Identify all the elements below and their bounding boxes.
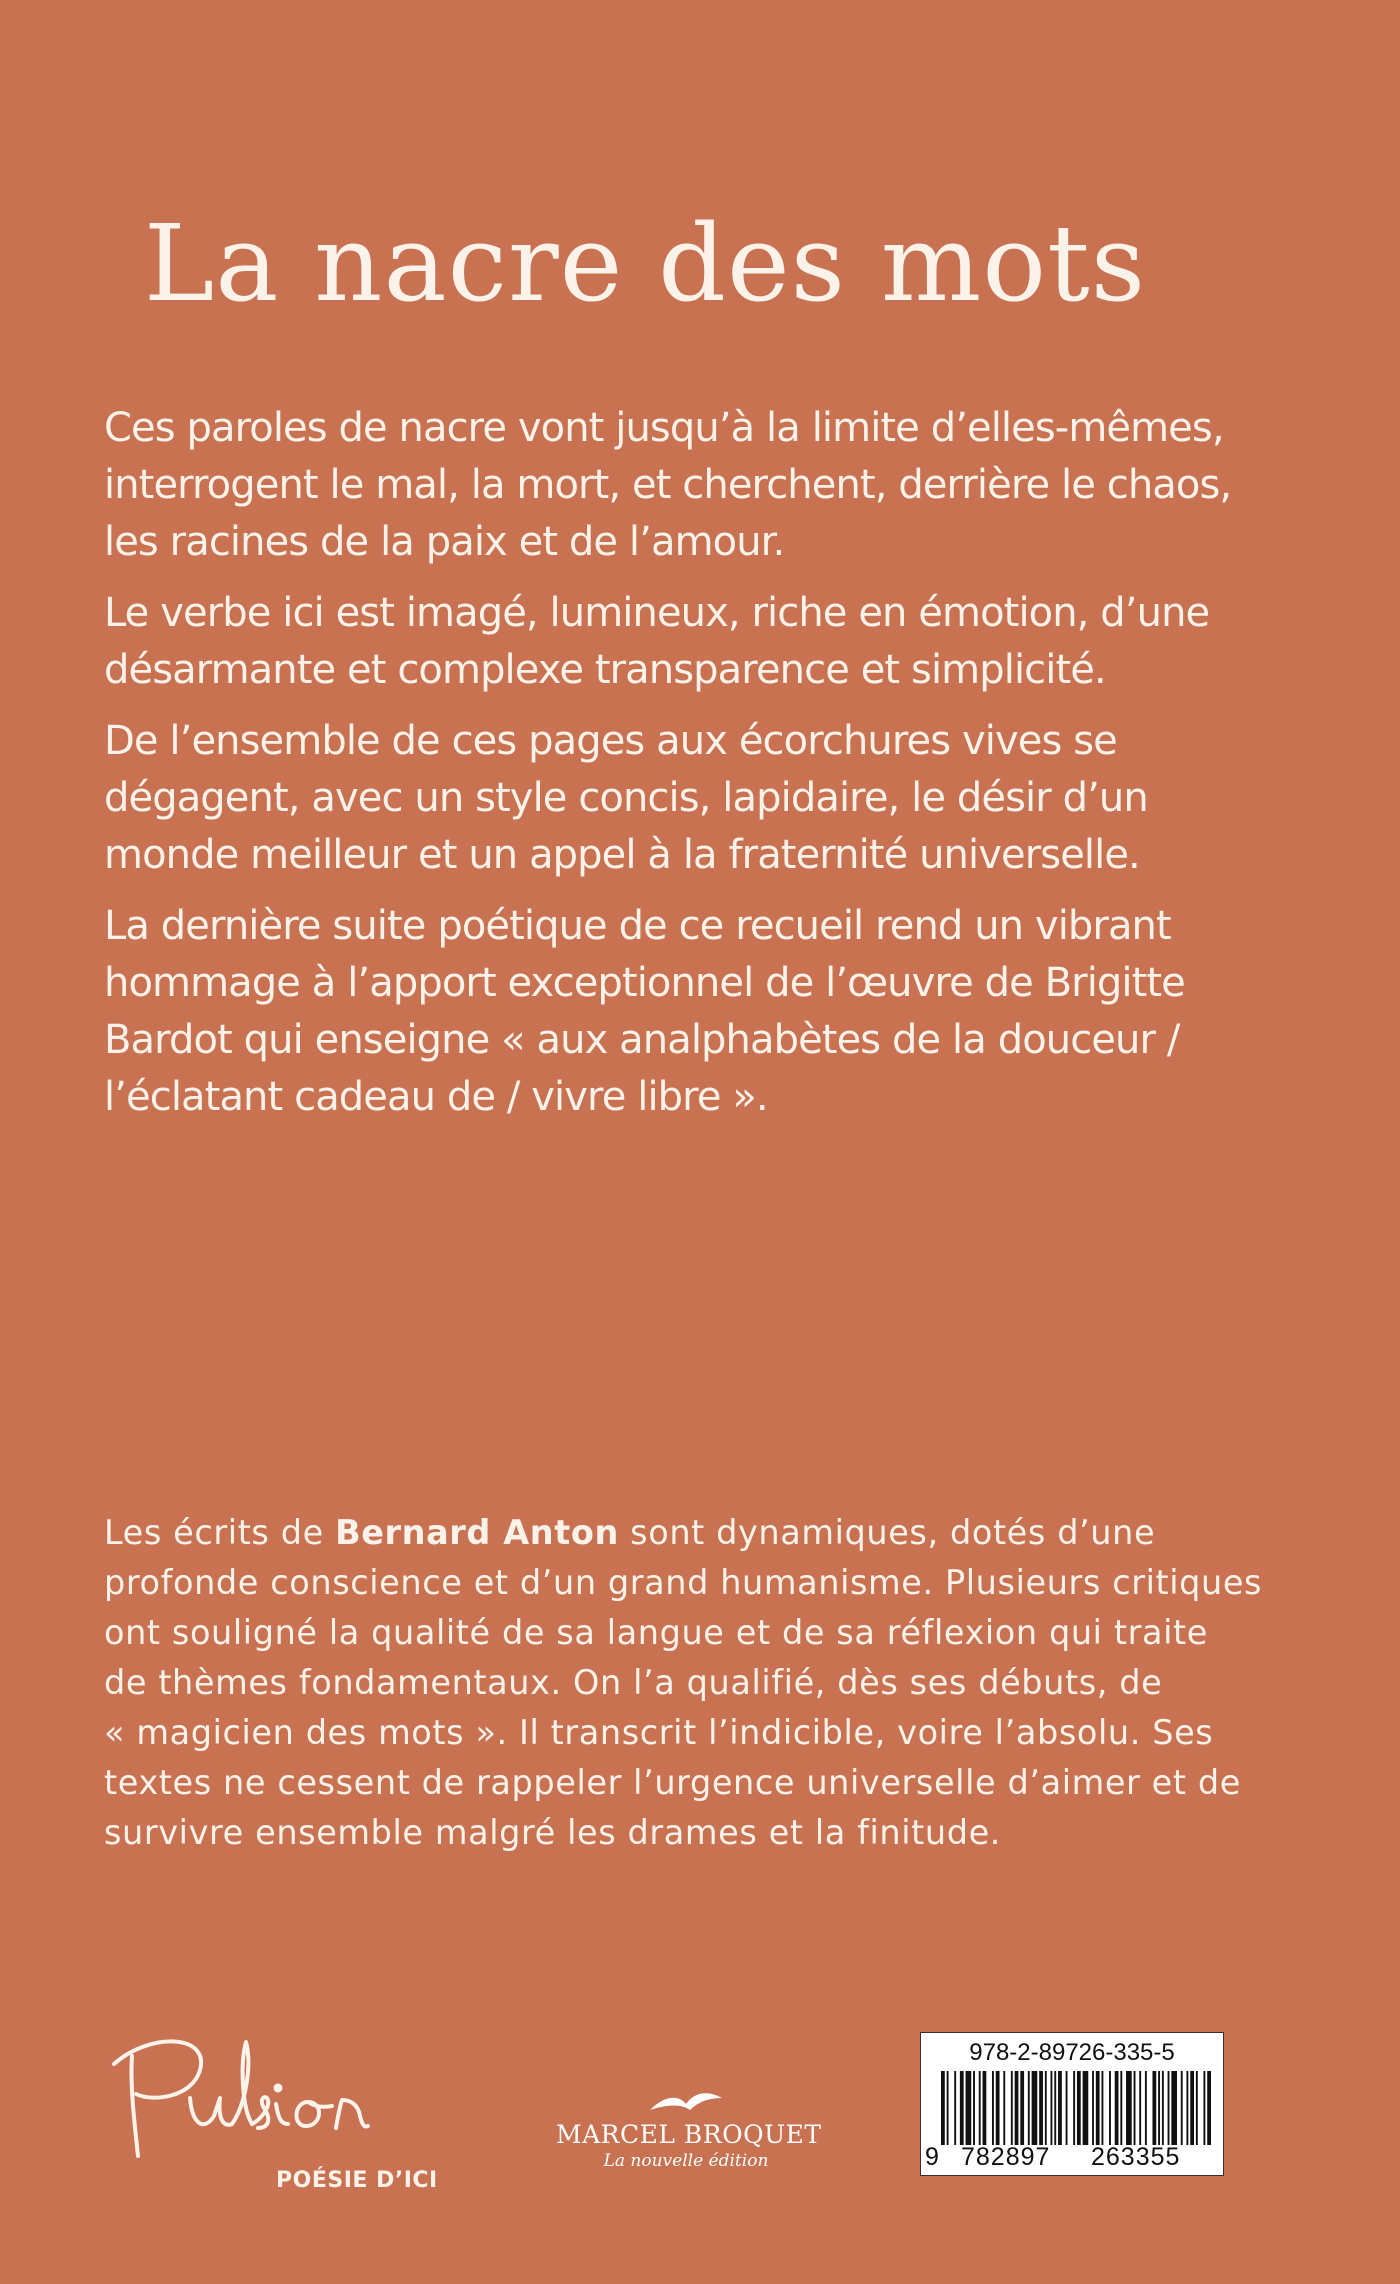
barcode-bar — [966, 2071, 972, 2145]
barcode-bar — [1168, 2071, 1170, 2145]
barcode-bars — [941, 2071, 1211, 2145]
barcode-bar — [947, 2071, 949, 2145]
barcode-bar — [1054, 2071, 1056, 2145]
blurb-paragraph: Ces paroles de nacre vont jusqu’à la limite d’elles-mêmes, interrogent le mal, la mort, et cherchent, derrière le chaos, les racines de la paix et de l’amour. — [104, 405, 1232, 565]
barcode-bar — [1020, 2071, 1024, 2145]
barcode-bar — [1045, 2071, 1047, 2145]
isbn-barcode — [920, 2032, 1224, 2176]
book-title: La nacre des mots — [143, 202, 1147, 325]
isbn-number: 978-2-89726-335-5 — [969, 2039, 1175, 2066]
author-name: Bernard Anton — [335, 1513, 619, 1552]
barcode-bar — [1162, 2071, 1164, 2145]
publisher-logo — [556, 2088, 822, 2188]
barcode-bar — [983, 2071, 987, 2145]
barcode-bar — [1039, 2071, 1043, 2145]
pulsion-script-logo — [100, 2024, 440, 2164]
barcode-bar — [1171, 2071, 1177, 2145]
barcode-bar — [1077, 2071, 1081, 2145]
publisher-name: MARCEL BROQUET — [556, 2120, 822, 2149]
barcode-bar — [941, 2071, 945, 2145]
barcode-bar — [960, 2071, 964, 2145]
barcode-bar — [979, 2071, 981, 2145]
barcode-bar — [1015, 2071, 1019, 2145]
barcode-bar — [954, 2071, 956, 2145]
publisher-tagline: La nouvelle édition — [603, 2151, 769, 2171]
author-bio — [104, 1508, 1304, 1858]
barcode-bar — [1203, 2071, 1205, 2145]
barcode-bar — [1190, 2071, 1194, 2145]
pulsion-logo — [100, 2024, 440, 2224]
barcode-bar — [1186, 2071, 1188, 2145]
barcode-bar — [1011, 2071, 1013, 2145]
barcode-bar — [1092, 2071, 1094, 2145]
isbn-digit-group: 782897 — [961, 2143, 1051, 2171]
barcode-bar — [1101, 2071, 1103, 2145]
barcode-bar — [1073, 2071, 1075, 2145]
barcode-bar — [1109, 2071, 1111, 2145]
isbn-first-digit: 9 — [925, 2143, 940, 2171]
barcode-bar — [1152, 2071, 1156, 2145]
barcode-bar — [1158, 2071, 1160, 2145]
barcode-bar — [1096, 2071, 1100, 2145]
barcode-bar — [1058, 2071, 1062, 2145]
barcode-bar — [992, 2071, 994, 2145]
barcode-bar — [1066, 2071, 1068, 2145]
barcode-bar — [1051, 2071, 1053, 2145]
barcode-bar — [1181, 2071, 1183, 2145]
barcode-bar — [1083, 2071, 1089, 2145]
blurb-paragraph: La dernière suite poétique de ce recueil rend un vibrant hommage à l’apport exceptionnel de l’œuvre de Brigitte Bardot qui enseigne « aux analphabètes de la douceur / l’éclatant cadeau de / vivre libre ». — [104, 903, 1185, 1120]
barcode-bar — [1145, 2071, 1147, 2145]
bio-intro: Les écrits de — [104, 1513, 336, 1552]
isbn-digit-group: 263355 — [1091, 2143, 1181, 2171]
barcode-bar — [1120, 2071, 1122, 2145]
barcode-bar — [1134, 2071, 1136, 2145]
barcode-bar — [1003, 2071, 1005, 2145]
barcode-bar — [1126, 2071, 1132, 2145]
barcode-bar — [1196, 2071, 1198, 2145]
blurb — [104, 400, 1304, 1140]
barcode-bar — [1115, 2071, 1119, 2145]
collection-subtitle: POÉSIE D’ICI — [276, 2168, 438, 2193]
blurb-paragraph: De l’ensemble de ces pages aux écorchures vives se dégagent, avec un style concis, lapidaire, le désir d’un monde meilleur et un appel à la fraternité universelle. — [104, 718, 1148, 878]
barcode-bar — [973, 2071, 975, 2145]
bio-text: sont dynamiques, dotés d’une profonde conscience et d’un grand humanisme. Plusieurs critiques ont souligné la qualité de sa langue et de sa réflexion qui traite de thèmes fondamentaux. On l’a qualifié, dès ses débuts, de « magicien des mots ». Il transcrit l’indicible, voire l’absolu. Ses textes ne cessent de rappeler l’urgence universelle d’aimer et de survivre ensemble malgré les drames et la finitude. — [104, 1513, 1263, 1852]
barcode-bar — [1032, 2071, 1038, 2145]
barcode-bar — [996, 2071, 1000, 2145]
barcode-bar — [1207, 2071, 1211, 2145]
barcode-bar — [1139, 2071, 1141, 2145]
barcode-bar — [1028, 2071, 1030, 2145]
blurb-paragraph: Le verbe ici est imagé, lumineux, riche en émotion, d’une désarmante et complexe transparence et simplicité. — [104, 590, 1210, 693]
bird-icon — [646, 2088, 726, 2118]
